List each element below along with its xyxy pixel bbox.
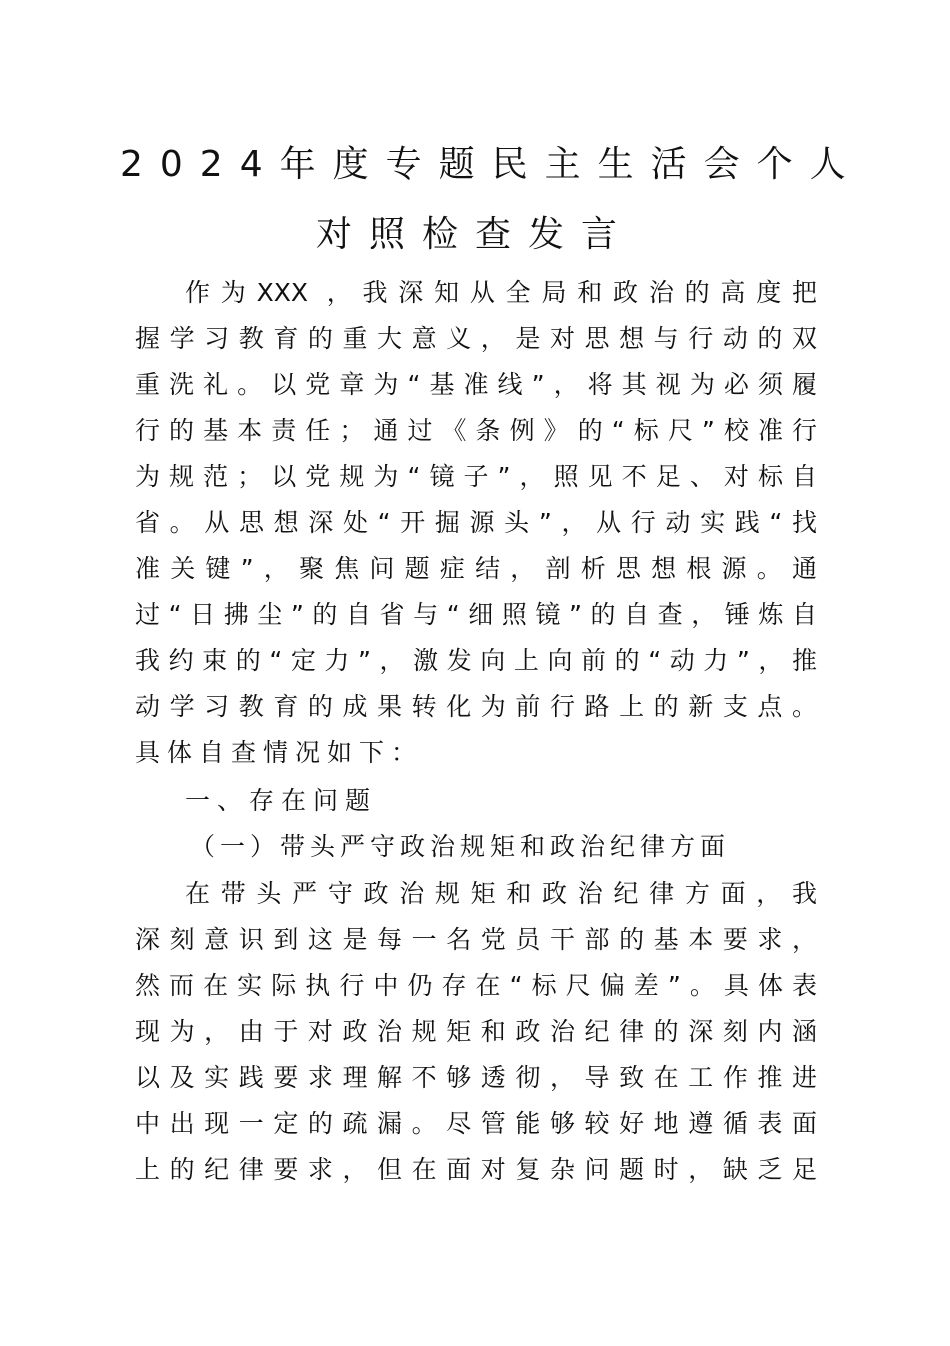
- paragraph-1-line: 行的基本责任；通过《条例》的“标尺”校准行: [135, 416, 817, 445]
- paragraph-1-line: 握学习教育的重大意义，是对思想与行动的双: [135, 324, 817, 353]
- paragraph-2-line: 现为，由于对政治规矩和政治纪律的深刻内涵: [135, 1017, 817, 1046]
- paragraph-2-line: 中出现一定的疏漏。尽管能够较好地遵循表面: [135, 1109, 817, 1138]
- paragraph-1-line: 作为XXX ，我深知从全局和政治的高度把: [185, 278, 817, 307]
- paragraph-1-line: 为规范；以党规为“镜子”，照见不足、对标自: [135, 462, 817, 491]
- paragraph-2-line: 然而在实际执行中仍存在“标尺偏差”。具体表: [135, 971, 817, 1000]
- paragraph-2-line: 深刻意识到这是每一名党员干部的基本要求，: [135, 925, 817, 954]
- paragraph-1-line: 重洗礼。以党章为“基准线”，将其视为必须履: [135, 370, 817, 399]
- paragraph-1-line: 动学习教育的成果转化为前行路上的新支点。: [135, 692, 817, 721]
- document-title-line-1: 2024年度专题民主生活会个人: [120, 144, 863, 185]
- paragraph-1-line: 过“日拂尘”的自省与“细照镜”的自查，锤炼自: [135, 600, 817, 629]
- section-heading: 一、存在问题: [185, 786, 378, 815]
- paragraph-2-line: 上的纪律要求，但在面对复杂问题时，缺乏足: [135, 1155, 817, 1184]
- subsection-heading: （一）带头严守政治规矩和政治纪律方面: [190, 832, 731, 861]
- paragraph-1-line: 具体自查情况如下：: [135, 738, 424, 767]
- document-title-line-2: 对照检查发言: [315, 214, 634, 255]
- paragraph-1-line: 省。从思想深处“开掘源头”，从行动实践“找: [135, 508, 817, 537]
- paragraph-2-line: 以及实践要求理解不够透彻，导致在工作推进: [135, 1063, 817, 1092]
- paragraph-1-line: 准关键”，聚焦问题症结，剖析思想根源。通: [135, 554, 817, 583]
- paragraph-1-line: 我约束的“定力”，激发向上向前的“动力”，推: [135, 646, 817, 675]
- paragraph-2-line: 在带头严守政治规矩和政治纪律方面，我: [185, 879, 817, 908]
